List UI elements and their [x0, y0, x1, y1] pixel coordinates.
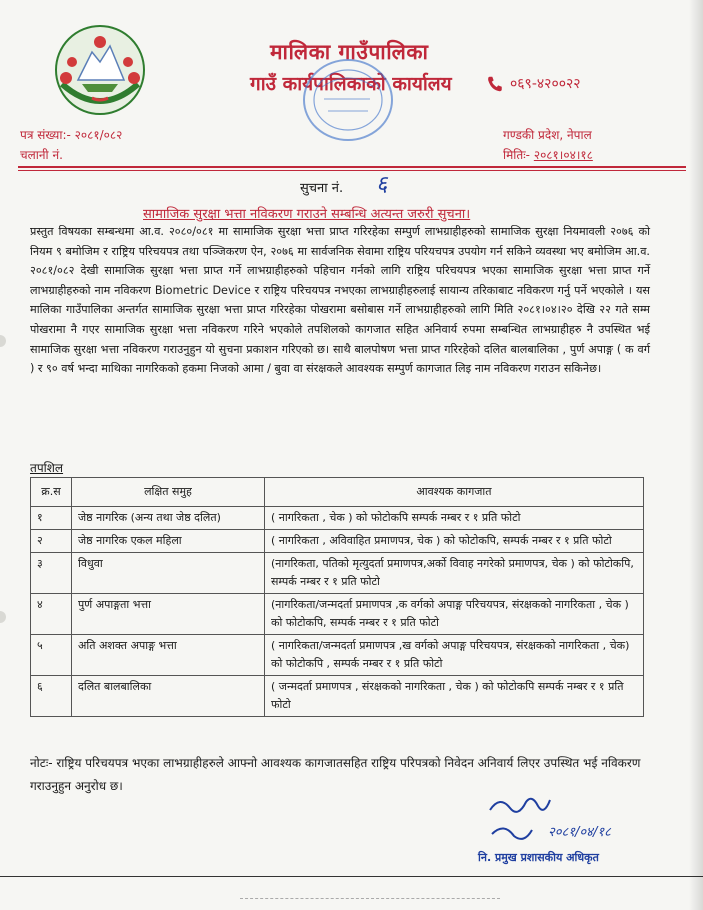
- notice-body: प्रस्तुत विषयका सम्बन्धमा आ.व. २०८०/०८१ मा सामाजिक सुरक्षा भत्ता प्राप्त गरिरहेका सम्पुर्ण लाभग्राहीहरुको सामाजिक सुरक्षा नियमावली २०७६ को नियम ९ बमोजिम र राष्ट्रिय परिचयपत्र तथा पञ्जिकरण ऐन, २०७६ मा सार्वजनिक सेवामा राष्ट्रिय परियचपत्र उपयोग गर्न सकिने व्यवस्था भए बमोजिम आ.व. २०८१/०८२ देखी सामाजिक सुरक्षा भत्ता प्राप्त गर्ने लाभग्राहीहरुको पहिचान गर्नको लागि राष्ट्रिय परिचयपत्र भएका सामाजिक सुरक्षा भत्ता प्राप्त गर्ने लाभग्राहीहरुको नाम नविकरण Biometric Device र राष्ट्रिय परिचयपत्र नभएका लाभग्राहीहरुलाई सायान्य तरिकाबाट नविकरण गर्नु पर्ने भएकोले । यस मालिका गाउँपालिका अन्तर्गत सामाजिक सुरक्षा भत्ता प्राप्त गरिरहेका पोखरामा बसोबास गर्ने लाभग्राहीहरुको लागि मिति २०८१।०४।२० देखि २२ गते सम्म पोखरामा नै गएर सामाजिक सुरक्षा भत्ता नविकरण गरिने भएकोले तपशिलको कागजात सहित अनिवार्य रुपमा सम्बन्धित लाभग्राहीहरु नै उपस्थित भई सामाजिक सुरक्षा भत्ता नविकरण गराउनुहुन यो सुचना प्रकाशन गरिएको छ। साथै बालपोषण भत्ता प्राप्त गरिरहेको दलित बालबालिका , पुर्ण अपाङ्ग ( क वर्ग ) र ९० वर्ष भन्दा माथिका नागरिकको हकमा निजको आमा / बुवा वा संरक्षकले आवश्यक सम्पुर्ण कागजात लिइ नाम नविकरण गराउन सकिनेछ।: [30, 225, 650, 376]
- letter-date: [503, 146, 593, 163]
- table-row: [31, 530, 644, 553]
- signature-date: २०८१/०४/१८: [548, 825, 611, 840]
- row-serial: ४: [31, 594, 72, 635]
- row-docs: (नागरिकता, पतिको मृत्युदर्ता प्रमाणपत्र,अर्को विवाह नगरेको प्रमाणपत्र, चेक ) को फोटोकपि, सम्पर्क नम्बर र १ प्रति फोटो: [265, 553, 644, 594]
- table-header-row: [31, 478, 644, 507]
- row-docs: ( नागरिकता , अविवाहित प्रमाणपत्र, चेक ) को फोटोकपि, सम्पर्क नम्बर र १ प्रति फोटो: [265, 530, 644, 553]
- table-row: [31, 676, 644, 717]
- page-edge-shadow: [689, 0, 703, 910]
- phone-icon: [486, 75, 504, 93]
- signature-icon: [480, 790, 630, 850]
- phone-contact: [486, 74, 581, 93]
- date-label: मितिः-: [503, 148, 530, 162]
- header-required-docs: आवश्यक कागजात: [265, 478, 644, 507]
- letter-number: पत्र संख्या:- २०८१/०८२: [20, 128, 123, 142]
- province-address: गण्डकी प्रदेश, नेपाल: [503, 128, 592, 142]
- row-group: दलित बालबालिका: [72, 676, 265, 717]
- punch-hole-mark: [0, 611, 6, 623]
- phone-number: ०६९-४२००२२: [510, 76, 581, 92]
- notice-title: सुचना नं.: [300, 181, 344, 196]
- table-row: [31, 507, 644, 530]
- office-name: मालिका गाउँपालिका: [270, 40, 429, 64]
- date-value: २०८१।०४।१८: [533, 148, 593, 162]
- office-subtitle: गाउँ कार्यपालिकाको कार्यालय: [250, 73, 452, 95]
- footer-divider: [0, 876, 703, 877]
- officer-title: नि. प्रमुख प्रशासकीय अधिकृत: [478, 851, 599, 864]
- required-documents-table: [30, 477, 644, 717]
- row-group: पुर्ण अपाङ्गता भत्ता: [72, 594, 265, 635]
- row-docs: ( जन्मदर्ता प्रमाणपत्र , संरक्षकको नागरिकता , चेक ) को फोटोकपि सम्पर्क नम्बर र १ प्रति फोटो: [265, 676, 644, 717]
- office-stamp-icon: [300, 55, 395, 145]
- notice-number: ६: [376, 172, 388, 197]
- header-divider-thin: [18, 170, 686, 171]
- nepal-emblem-icon: [52, 22, 148, 118]
- table-title: तपशिल: [30, 461, 64, 475]
- notice-subject: सामाजिक सुरक्षा भत्ता नविकरण गराउने सम्बन्धि अत्यन्त जरुरी सुचना।: [143, 207, 471, 222]
- row-serial: २: [31, 530, 72, 553]
- row-serial: ५: [31, 635, 72, 676]
- header-target-group: लक्षित समुह: [72, 478, 265, 507]
- row-serial: १: [31, 507, 72, 530]
- row-group: जेष्ठ नागरिक (अन्य तथा जेष्ठ दलित): [72, 507, 265, 530]
- footer-faint-line: [240, 898, 500, 903]
- table-row: [31, 635, 644, 676]
- row-serial: ६: [31, 676, 72, 717]
- table-row: [31, 594, 644, 635]
- row-group: जेष्ठ नागरिक एकल महिला: [72, 530, 265, 553]
- table-row: [31, 553, 644, 594]
- row-group: विधुवा: [72, 553, 265, 594]
- punch-hole-mark: [0, 335, 6, 347]
- header-serial: क्र.स: [31, 478, 72, 507]
- row-docs: ( नागरिकता , चेक ) को फोटोकपि सम्पर्क नम्बर र १ प्रति फोटो: [265, 507, 644, 530]
- row-group: अति अशक्त अपाङ्ग भत्ता: [72, 635, 265, 676]
- row-docs: (नागरिकता/जन्मदर्ता प्रमाणपत्र ,क वर्गको अपाङ्ग परिचयपत्र, संरक्षकको नागरिकता , चेक ) को फोटोकपि, सम्पर्क नम्बर र १ प्रति फोटो: [265, 594, 644, 635]
- footnote: नोटः- राष्ट्रिय परिचयपत्र भएका लाभग्राहीहरुले आफ्नो आवश्यक कागजातसहित राष्ट्रिय परिपत्रको निवेदन अनिवार्य लिएर उपस्थित भई नविकरण गराउनुहुन अनुरोध छ।: [30, 756, 641, 793]
- row-serial: ३: [31, 553, 72, 594]
- row-docs: ( नागरिकता/जन्मदर्ता प्रमाणपत्र ,ख वर्गको अपाङ्ग परिचयपत्र, संरक्षकको नागरिकता , चेक) को फोटोकपि , सम्पर्क नम्बर र १ प्रति फोटो: [265, 635, 644, 676]
- header-divider: [18, 166, 686, 168]
- dispatch-number: चलानी नं.: [20, 148, 63, 162]
